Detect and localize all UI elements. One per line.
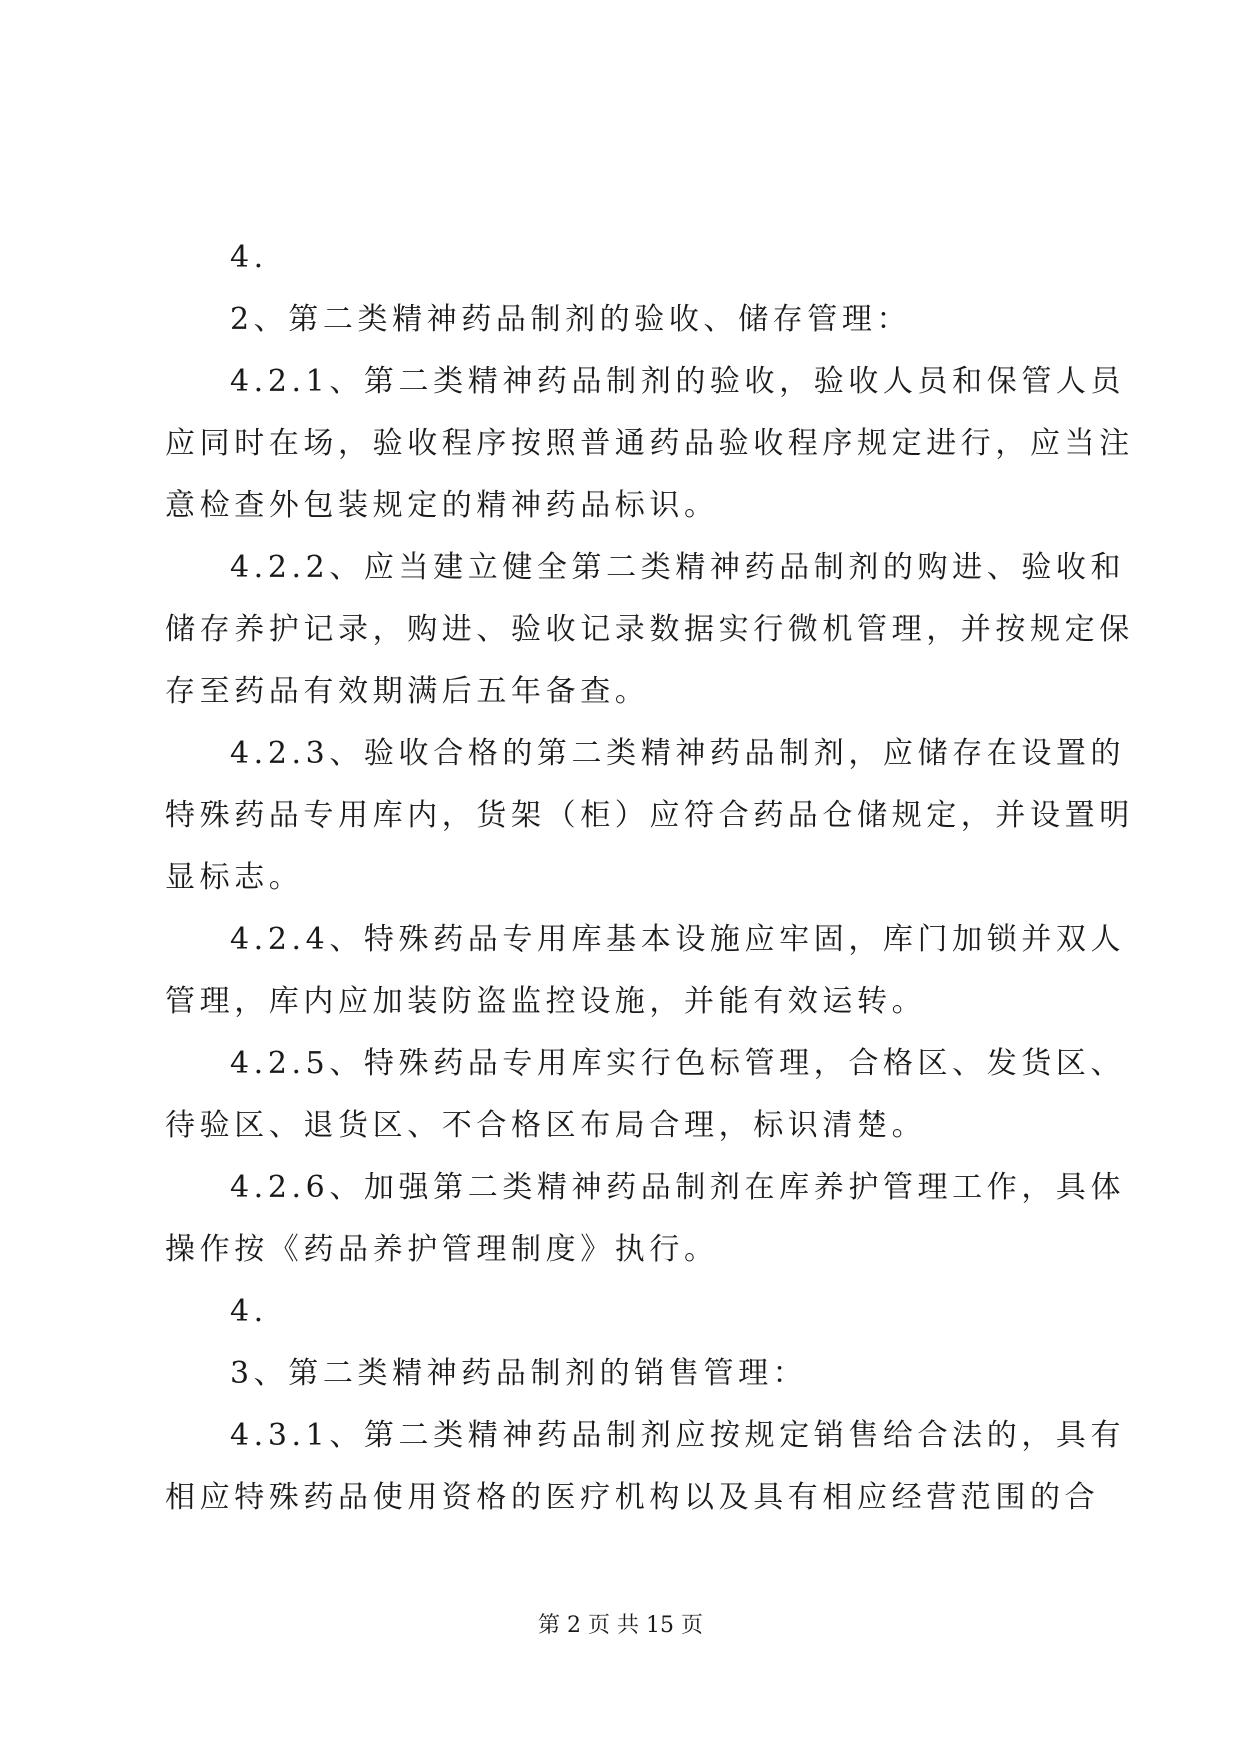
- paragraph-line: 4.2.6、加强第二类精神药品制剂在库养护管理工作，具体: [230, 1170, 1126, 1205]
- paragraph-line: 储存养护记录，购进、验收记录数据实行微机管理，并按规定保: [165, 612, 1134, 647]
- paragraph-line: 意检查外包装规定的精神药品标识。: [165, 488, 719, 523]
- paragraph-line: 4.2.2、应当建立健全第二类精神药品制剂的购进、验收和: [230, 550, 1126, 585]
- page-number-footer: 第 2 页 共 15 页: [538, 1613, 703, 1638]
- paragraph-line: 相应特殊药品使用资格的医疗机构以及具有相应经营范围的合: [165, 1480, 1100, 1515]
- paragraph-line: 4.3.1、第二类精神药品制剂应按规定销售给合法的，具有: [230, 1418, 1126, 1453]
- paragraph-line: 管理，库内应加装防盗监控设施，并能有效运转。: [165, 984, 927, 1019]
- paragraph-line: 4.2.4、特殊药品专用库基本设施应牢固，库门加锁并双人: [230, 922, 1126, 957]
- section-heading: 3、第二类精神药品制剂的销售管理：: [230, 1356, 808, 1391]
- paragraph-line: 特殊药品专用库内，货架（柜）应符合药品仓储规定，并设置明: [165, 798, 1134, 833]
- document-body: [165, 227, 1134, 1529]
- paragraph-line: 4.: [230, 240, 268, 275]
- paragraph-line: 应同时在场，验收程序按照普通药品验收程序规定进行，应当注: [165, 426, 1134, 461]
- section-heading: 2、第二类精神药品制剂的验收、储存管理：: [230, 302, 912, 337]
- paragraph-line: 显标志。: [165, 860, 304, 895]
- paragraph-line: 操作按《药品养护管理制度》执行。: [165, 1232, 719, 1267]
- paragraph-line: 4.2.5、特殊药品专用库实行色标管理，合格区、发货区、: [230, 1046, 1126, 1081]
- paragraph-line: 4.2.1、第二类精神药品制剂的验收，验收人员和保管人员: [230, 364, 1126, 399]
- paragraph-line: 4.: [230, 1294, 268, 1329]
- paragraph-line: 存至药品有效期满后五年备查。: [165, 674, 650, 709]
- paragraph-line: 待验区、退货区、不合格区布局合理，标识清楚。: [165, 1108, 927, 1143]
- paragraph-line: 4.2.3、验收合格的第二类精神药品制剂，应储存在设置的: [230, 736, 1126, 771]
